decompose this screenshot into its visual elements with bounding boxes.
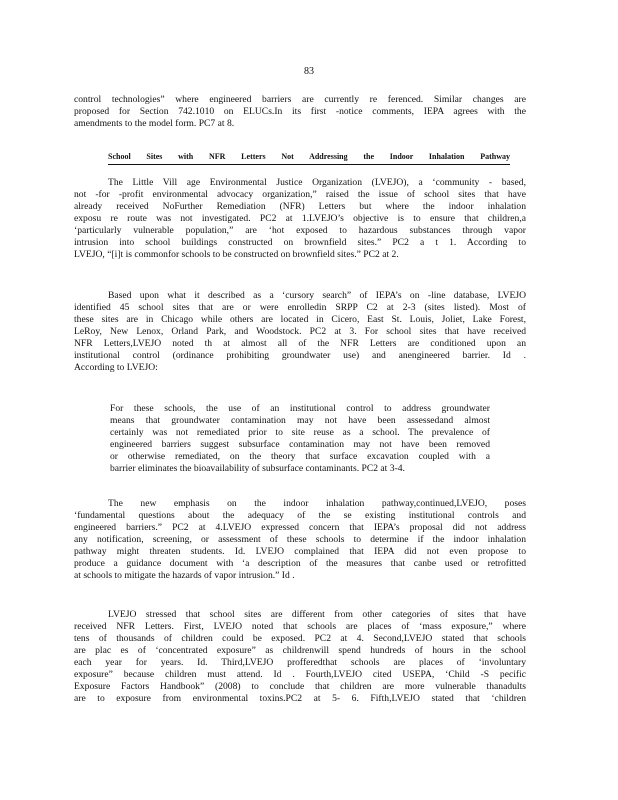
text-line: The new emphasis on the indoor inhalation pathway,continued,LVEJO, poses xyxy=(108,498,526,509)
text-line: pathway might threaten students. Id. LVEJO complained that IEPA did not even propose to xyxy=(74,546,526,557)
text-line: any notification, screening, or assessment of these schools to determine if the indoor inhalation xyxy=(74,534,526,545)
text-line: are to exposure from environmental toxins.PC2 at 5- 6. Fifth,LVEJO stated that ‘children xyxy=(74,693,526,704)
page-number: 83 xyxy=(304,66,314,77)
text-line: exposure” because children must attend. Id . Fourth,LVEJO cited USEPA, ‘Child -S pecific xyxy=(74,669,526,680)
text-line: amendments to the model form. PC7 at 8. xyxy=(74,118,235,129)
text-line: ‘fundamental questions about the adequacy of the se existing institutional controls and xyxy=(74,510,526,521)
text-line: The Little Vill age Environmental Justice Organization (LVEJO), a ‘community - based, xyxy=(108,177,526,188)
text-line: or otherwise remediated, on the theory that surface excavation coupled with a xyxy=(110,451,490,462)
text-line: these sites are in Chicago while others are located in Cicero, East St. Louis, Joliet, Lake Forest, xyxy=(74,314,526,325)
text-line: LVEJO, “[i]t is commonfor schools to be constructed on brownfield sites.” PC2 at 2. xyxy=(74,249,399,260)
text-line: identified 45 school sites that are or were enrolledin SRPP C2 at 2-3 (sites listed). Most of xyxy=(74,302,526,313)
text-line: exposu re route was not investigated. PC2 at 1.LVEJO’s objective is to ensure that children,a xyxy=(74,213,526,224)
text-line: Exposure Factors Handbook” (2008) to conclude that children are more vulnerable thanadults xyxy=(74,681,526,692)
text-line: produce a guidance document with ‘a description of the measures that canbe used or retrofitted xyxy=(74,558,526,569)
section-heading: School Sites with NFR Letters Not Addressing the Indoor Inhalation Pathway xyxy=(108,151,510,165)
text-line: LeRoy, New Lenox, Orland Park, and Woodstock. PC2 at 3. For school sites that have received xyxy=(74,326,526,337)
text-line: NFR Letters,LVEJO noted th at almost all of the NFR Letters are conditioned upon an xyxy=(74,338,526,349)
text-line: at schools to mitigate the hazards of vapor intrusion.” Id . xyxy=(74,570,295,581)
text-line: not -for -profit environmental advocacy organization,” raised the issue of school sites that have xyxy=(74,189,526,200)
paragraph-new-emphasis xyxy=(74,498,526,582)
text-line: are plac es of ‘concentrated exposure” as childrenwill spend hundreds of hours in the school xyxy=(74,645,526,656)
paragraph-cursory-search xyxy=(74,290,526,374)
text-line: tens of thousands of children could be exposed. PC2 at 4. Second,LVEJO stated that schools xyxy=(74,633,526,644)
text-line: engineered barriers suggest subsurface contamination may not have been removed xyxy=(110,439,490,450)
text-line: proposed for Section 742.1010 on ELUCs.In its first -notice comments, IEPA agrees with the xyxy=(74,106,526,117)
paragraph-lvejo-intro xyxy=(74,177,526,261)
block-quote xyxy=(110,403,490,475)
text-line: barrier eliminates the bioavailability of subsurface contaminants. PC2 at 3-4. xyxy=(110,463,405,474)
text-line: For these schools, the use of an institutional control to address groundwater xyxy=(110,403,490,414)
text-line: LVEJO stressed that school sites are different from other categories of sites that have xyxy=(108,609,526,620)
text-line: institutional control (ordinance prohibiting groundwater use) and anengineered barrier. Id . xyxy=(74,350,526,361)
paragraph-intro xyxy=(74,94,526,130)
text-line: intrusion into school buildings constructed on brownfield sites.” PC2 a t 1. According to xyxy=(74,237,526,248)
text-line: means that groundwater contamination may not have been assessedand almost xyxy=(110,415,490,426)
text-line: control technologies” where engineered barriers are currently re ferenced. Similar changes are xyxy=(74,94,526,105)
text-line: received NFR Letters. First, LVEJO noted that schools are places of ‘mass exposure,” where xyxy=(74,621,526,632)
text-line: certainly was not remediated prior to site reuse as a school. The prevalence of xyxy=(110,427,490,438)
text-line: already received NoFurther Remediation (NFR) Letters but where the indoor inhalation xyxy=(74,201,526,212)
text-line: ‘particularly vulnerable population,” are ‘hot exposed to hazardous substances through vapor xyxy=(74,225,526,236)
paragraph-school-sites-different xyxy=(74,609,526,705)
text-line: According to LVEJO: xyxy=(74,362,158,373)
text-line: Based upon what it described as a ‘cursory search” of IEPA’s on -line database, LVEJO xyxy=(108,290,526,301)
text-line: each year for years. Id. Third,LVEJO profferedthat schools are places of ‘involuntary xyxy=(74,657,526,668)
text-line: engineered barriers.” PC2 at 4.LVEJO expressed concern that IEPA’s proposal did not address xyxy=(74,522,526,533)
